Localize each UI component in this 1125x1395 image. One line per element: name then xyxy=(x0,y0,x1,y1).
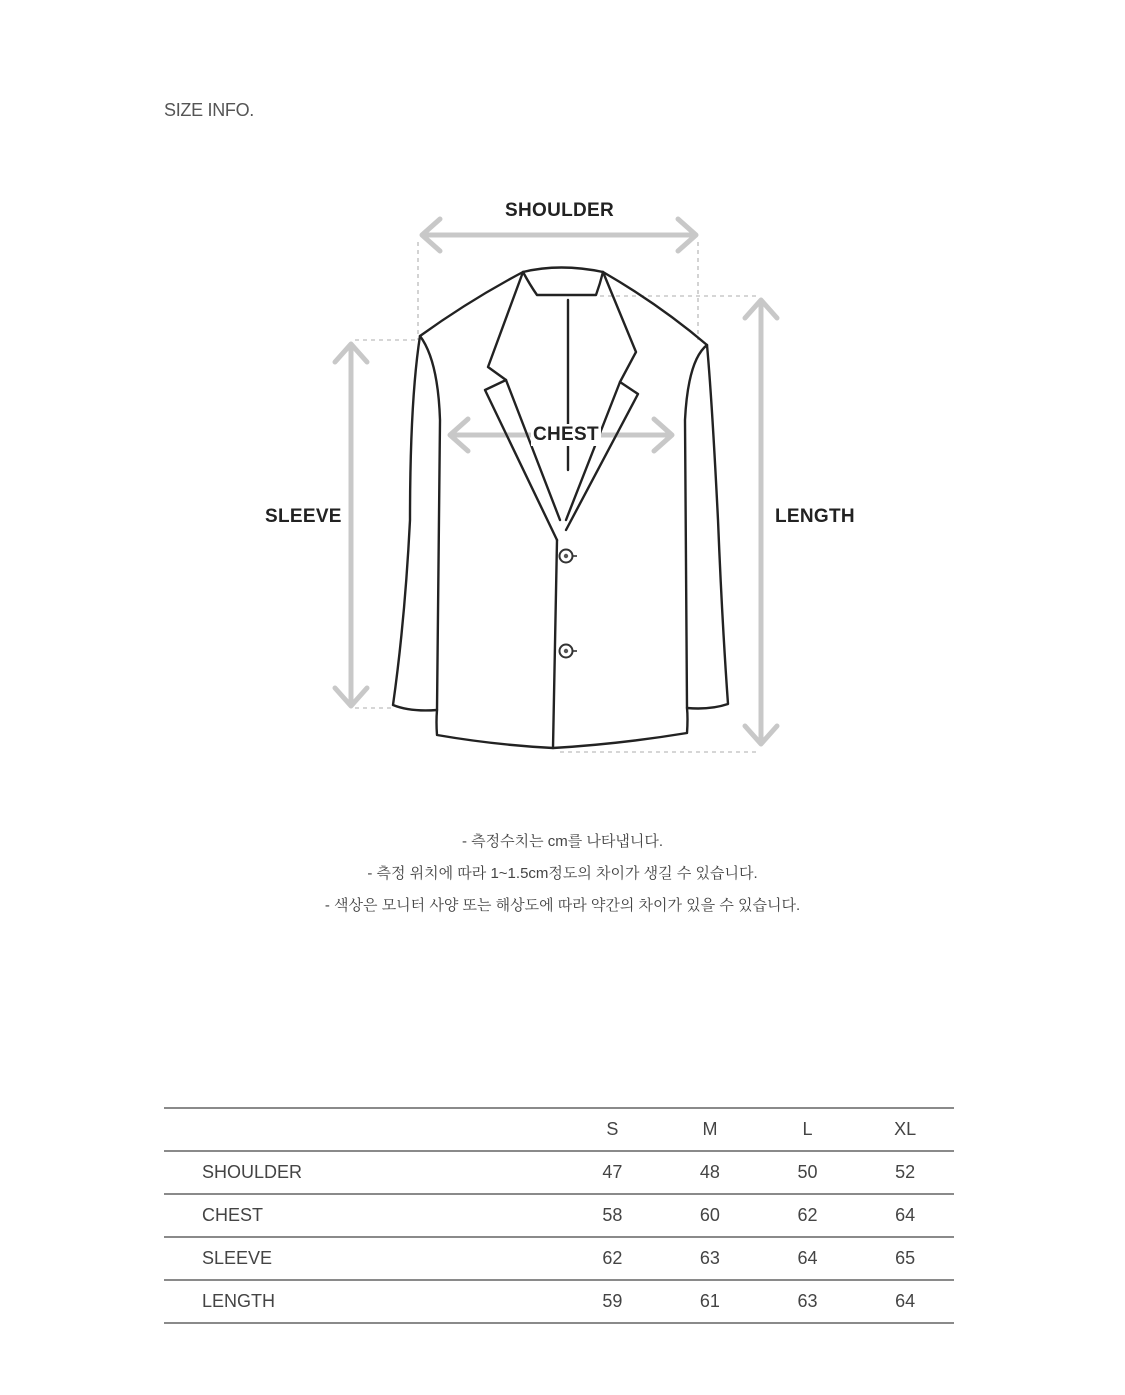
table-cell: 62 xyxy=(797,1205,818,1225)
table-cell: 61 xyxy=(699,1291,720,1311)
length-label: LENGTH xyxy=(775,506,855,527)
header-size-s: S xyxy=(606,1119,619,1139)
row-label: CHEST xyxy=(202,1205,264,1225)
measurement-notes xyxy=(0,826,1125,922)
row-label: SHOULDER xyxy=(202,1162,303,1182)
table-cell: 63 xyxy=(797,1291,818,1311)
table-cell: 62 xyxy=(602,1248,623,1268)
table-cell: 65 xyxy=(895,1248,916,1268)
chest-label: CHEST xyxy=(533,424,599,445)
note-line: - 색상은 모니터 사양 또는 해상도에 따라 약간의 차이가 있을 수 있습니다. xyxy=(324,897,801,914)
size-table-header xyxy=(164,1108,954,1151)
table-row xyxy=(164,1237,954,1280)
table-cell: 59 xyxy=(602,1291,623,1311)
sleeve-label: SLEEVE xyxy=(265,506,342,527)
table-cell: 50 xyxy=(797,1162,818,1182)
table-cell: 58 xyxy=(602,1205,623,1225)
header-size-xl: XL xyxy=(894,1119,917,1139)
table-cell: 64 xyxy=(797,1248,818,1268)
note-line: - 측정 위치에 따라 1~1.5cm정도의 차이가 생길 수 있습니다. xyxy=(367,865,758,882)
table-row xyxy=(164,1194,954,1237)
measurement-arrows xyxy=(335,219,777,744)
table-cell: 52 xyxy=(895,1162,916,1182)
note-line: - 측정수치는 cm를 나타냅니다. xyxy=(461,833,664,850)
table-cell: 47 xyxy=(602,1162,623,1182)
table-cell: 48 xyxy=(699,1162,720,1182)
table-row xyxy=(164,1280,954,1323)
row-label: LENGTH xyxy=(202,1291,276,1311)
table-row xyxy=(164,1151,954,1194)
shoulder-label: SHOULDER xyxy=(505,200,615,221)
table-cell: 64 xyxy=(895,1205,916,1225)
row-label: SLEEVE xyxy=(202,1248,273,1268)
table-cell: 64 xyxy=(895,1291,916,1311)
size-table xyxy=(164,1107,954,1324)
table-cell: 60 xyxy=(699,1205,720,1225)
section-title: SIZE INFO. xyxy=(164,100,255,120)
header-empty-cell xyxy=(164,1108,564,1151)
jacket-outline xyxy=(393,268,728,749)
guide-lines xyxy=(355,242,760,752)
header-size-l: L xyxy=(802,1119,813,1139)
header-size-m: M xyxy=(702,1119,718,1139)
table-cell: 63 xyxy=(699,1248,720,1268)
buttons xyxy=(560,550,578,658)
